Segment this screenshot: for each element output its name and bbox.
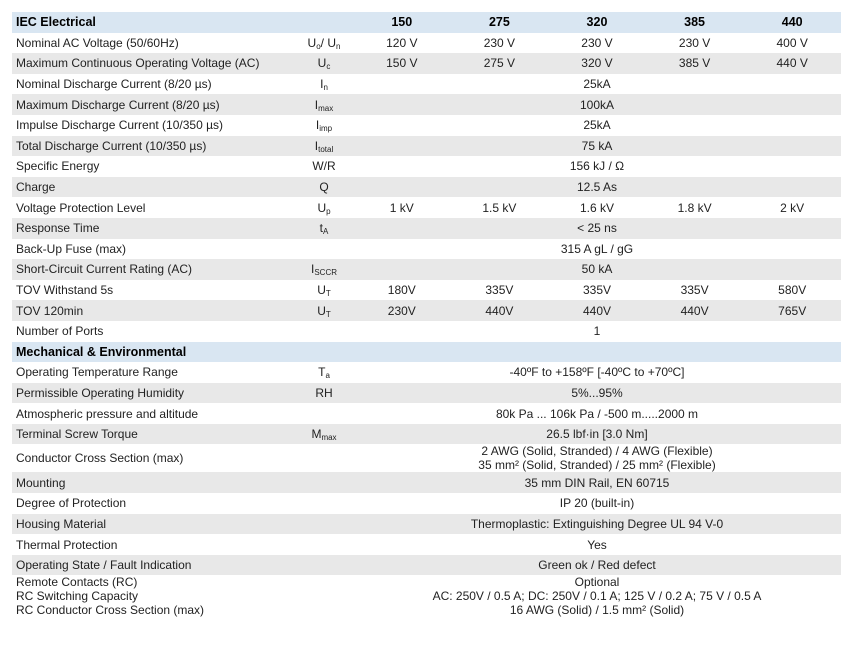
symbol-subscript: SCCR — [314, 268, 337, 278]
spec-value: 385 V — [646, 53, 744, 74]
spec-table-body — [12, 12, 841, 617]
spec-row — [12, 177, 841, 198]
spec-value-span: 50 kA — [353, 259, 841, 280]
spec-value-span: Green ok / Red defect — [353, 555, 841, 576]
spec-value: 230V — [353, 300, 451, 321]
spec-value: 180V — [353, 280, 451, 301]
spec-value: 150 V — [353, 53, 451, 74]
spec-label: Conductor Cross Section (max) — [12, 444, 295, 472]
spec-value: 765V — [743, 300, 841, 321]
spec-value-span: 12.5 As — [353, 177, 841, 198]
symbol-cell — [295, 300, 353, 321]
spec-label: Operating Temperature Range — [12, 362, 295, 383]
symbol-cell — [295, 534, 353, 555]
symbol-text: I — [310, 262, 315, 277]
spec-row — [12, 197, 841, 218]
symbol-cell — [295, 156, 353, 177]
symbol-header-cell — [295, 342, 353, 363]
symbol-text: RH — [315, 385, 333, 400]
symbol-cell — [295, 33, 353, 54]
spec-row — [12, 555, 841, 576]
spec-value-span: 80k Pa ... 106k Pa / -500 m.....2000 m — [353, 403, 841, 424]
spec-row — [12, 424, 841, 445]
symbol-subscript: a — [325, 371, 330, 381]
spec-value-span: 26.5 lbf·in [3.0 Nm] — [353, 424, 841, 445]
symbol-cell — [295, 444, 353, 472]
symbol-subscript: n — [323, 83, 328, 93]
spec-value-span: 1 — [353, 321, 841, 342]
spec-label: Thermal Protection — [12, 534, 295, 555]
model-header-275: 275 — [451, 12, 549, 33]
remote-label: RC Conductor Cross Section (max) — [16, 603, 205, 618]
spec-label: Back-Up Fuse (max) — [12, 239, 295, 260]
symbol-cell — [295, 259, 353, 280]
symbol-text: T — [318, 365, 326, 380]
model-header-440: 440 — [743, 12, 841, 33]
symbol-cell — [295, 514, 353, 535]
symbol-subscript: p — [326, 206, 331, 216]
spec-value-span: Yes — [353, 534, 841, 555]
symbol-cell — [295, 177, 353, 198]
spec-label: Atmospheric pressure and altitude — [12, 403, 295, 424]
model-header-320: 320 — [548, 12, 646, 33]
symbol-text: Q — [319, 180, 329, 195]
spec-row — [12, 115, 841, 136]
symbol-header-cell — [295, 12, 353, 33]
symbol-cell — [295, 239, 353, 260]
symbol-cell — [295, 472, 353, 493]
spec-label: Mounting — [12, 472, 295, 493]
spec-value: 230 V — [646, 33, 744, 54]
spec-value: 440V — [451, 300, 549, 321]
spec-row — [12, 321, 841, 342]
spec-row — [12, 534, 841, 555]
symbol-text: I — [320, 77, 324, 92]
spec-value: 275 V — [451, 53, 549, 74]
symbol-subscript: T — [325, 289, 331, 299]
spec-row — [12, 493, 841, 514]
electrical-header-row — [12, 12, 841, 33]
spec-value: 440 V — [743, 53, 841, 74]
remote-contacts-row — [12, 575, 841, 617]
spec-label: Impulse Discharge Current (10/350 µs) — [12, 115, 295, 136]
spec-row — [12, 300, 841, 321]
spec-label: Specific Energy — [12, 156, 295, 177]
symbol-cell — [295, 321, 353, 342]
remote-label: Remote Contacts (RC) — [16, 575, 138, 590]
spec-label: Maximum Discharge Current (8/20 µs) — [12, 94, 295, 115]
spec-value-span: Thermoplastic: Extinguishing Degree UL 94 V-0 — [353, 514, 841, 535]
symbol-cell — [295, 218, 353, 239]
spec-label: Charge — [12, 177, 295, 198]
symbol-cell — [295, 575, 353, 617]
symbol-cell — [295, 362, 353, 383]
symbol-text: I — [314, 138, 319, 153]
spec-value: 1.5 kV — [451, 197, 549, 218]
spec-label: Total Discharge Current (10/350 µs) — [12, 136, 295, 157]
spec-value-span: 25kA — [353, 115, 841, 136]
symbol-text: M — [311, 427, 322, 442]
spec-row — [12, 53, 841, 74]
symbol-subscript-2: n — [336, 41, 341, 51]
symbol-text: U — [317, 200, 327, 215]
spec-label: Voltage Protection Level — [12, 197, 295, 218]
symbol-text: U — [317, 283, 326, 298]
spec-row — [12, 218, 841, 239]
symbol-subscript: total — [318, 144, 334, 154]
spec-label: TOV Withstand 5s — [12, 280, 295, 301]
spec-label: Nominal AC Voltage (50/60Hz) — [12, 33, 295, 54]
spec-value: 440V — [646, 300, 744, 321]
symbol-text: I — [314, 97, 319, 112]
spec-value: 230 V — [548, 33, 646, 54]
symbol-cell — [295, 197, 353, 218]
spec-row — [12, 156, 841, 177]
symbol-cell — [295, 94, 353, 115]
spec-value-span: -40ºF to +158ºF [-40ºC to +70ºC] — [353, 362, 841, 383]
spec-row — [12, 74, 841, 95]
symbol-text: W/R — [312, 159, 336, 174]
symbol-cell — [295, 403, 353, 424]
symbol-cell — [295, 280, 353, 301]
symbol-cell — [295, 136, 353, 157]
spec-row — [12, 259, 841, 280]
spec-value: 400 V — [743, 33, 841, 54]
spec-label: Response Time — [12, 218, 295, 239]
spec-row — [12, 136, 841, 157]
spec-label: Housing Material — [12, 514, 295, 535]
symbol-text: t — [319, 221, 323, 236]
spec-value: 1 kV — [353, 197, 451, 218]
spec-label: Number of Ports — [12, 321, 295, 342]
spec-row — [12, 472, 841, 493]
conductor-row — [12, 444, 841, 472]
spec-value: 1.6 kV — [548, 197, 646, 218]
electrical-section-title: IEC Electrical — [12, 12, 295, 33]
symbol-text-2: / U — [320, 35, 336, 50]
symbol-text: U — [317, 56, 327, 71]
remote-labels — [12, 575, 295, 617]
spec-value: 1.8 kV — [646, 197, 744, 218]
model-header-385: 385 — [646, 12, 744, 33]
conductor-line-awg: 2 AWG (Solid, Stranded) / 4 AWG (Flexible) — [481, 444, 713, 459]
symbol-cell — [295, 53, 353, 74]
symbol-subscript: o — [316, 41, 321, 51]
mechanical-header-fill — [353, 342, 841, 363]
spec-value: 440V — [548, 300, 646, 321]
remote-values — [353, 575, 841, 617]
remote-value: 16 AWG (Solid) / 1.5 mm² (Solid) — [509, 603, 685, 618]
spec-label: Nominal Discharge Current (8/20 µs) — [12, 74, 295, 95]
symbol-cell — [295, 74, 353, 95]
spec-value: 2 kV — [743, 197, 841, 218]
spec-label: Terminal Screw Torque — [12, 424, 295, 445]
spec-row — [12, 362, 841, 383]
spec-value: 580V — [743, 280, 841, 301]
remote-label: RC Switching Capacity — [16, 589, 139, 604]
spec-label: Short-Circuit Current Rating (AC) — [12, 259, 295, 280]
spec-value-span: < 25 ns — [353, 218, 841, 239]
spec-value: 120 V — [353, 33, 451, 54]
spec-value: 335V — [646, 280, 744, 301]
spec-value-span: 156 kJ / Ω — [353, 156, 841, 177]
symbol-subscript: imp — [319, 124, 333, 134]
symbol-subscript: T — [325, 309, 331, 319]
conductor-value — [353, 444, 841, 472]
spec-value-span: 25kA — [353, 74, 841, 95]
symbol-text: U — [307, 35, 317, 50]
spec-label: Operating State / Fault Indication — [12, 555, 295, 576]
spec-row — [12, 94, 841, 115]
spec-value-span: IP 20 (built-in) — [353, 493, 841, 514]
symbol-subscript: max — [321, 433, 337, 443]
symbol-text: U — [317, 303, 326, 318]
spec-label: Permissible Operating Humidity — [12, 383, 295, 404]
symbol-text: I — [315, 118, 320, 133]
spec-value-span: 100kA — [353, 94, 841, 115]
spec-row — [12, 280, 841, 301]
spec-value-span: 35 mm DIN Rail, EN 60715 — [353, 472, 841, 493]
spec-value-span: 5%...95% — [353, 383, 841, 404]
mechanical-header-row — [12, 342, 841, 363]
model-header-150: 150 — [353, 12, 451, 33]
spec-label: TOV 120min — [12, 300, 295, 321]
spec-value: 335V — [548, 280, 646, 301]
spec-row — [12, 514, 841, 535]
spec-value-span: 75 kA — [353, 136, 841, 157]
symbol-subscript: c — [326, 62, 331, 72]
spec-label: Maximum Continuous Operating Voltage (AC) — [12, 53, 295, 74]
symbol-cell — [295, 383, 353, 404]
mechanical-section-title: Mechanical & Environmental — [12, 342, 295, 363]
spec-value: 335V — [451, 280, 549, 301]
spec-value-span: 315 A gL / gG — [353, 239, 841, 260]
spec-row — [12, 383, 841, 404]
remote-value: Optional — [574, 575, 620, 590]
spec-value: 320 V — [548, 53, 646, 74]
symbol-cell — [295, 555, 353, 576]
spec-row — [12, 33, 841, 54]
spec-value: 230 V — [451, 33, 549, 54]
remote-value: AC: 250V / 0.5 A; DC: 250V / 0.1 A; 125 V / 0.2 A; 75 V / 0.5 A — [432, 589, 762, 604]
symbol-cell — [295, 115, 353, 136]
spec-label: Degree of Protection — [12, 493, 295, 514]
conductor-line-mm: 35 mm² (Solid, Stranded) / 25 mm² (Flexible) — [478, 458, 716, 473]
symbol-subscript: max — [318, 103, 334, 113]
symbol-cell — [295, 424, 353, 445]
symbol-cell — [295, 493, 353, 514]
symbol-subscript: A — [323, 227, 329, 237]
spec-row — [12, 403, 841, 424]
spec-table — [12, 12, 841, 617]
spec-row — [12, 239, 841, 260]
